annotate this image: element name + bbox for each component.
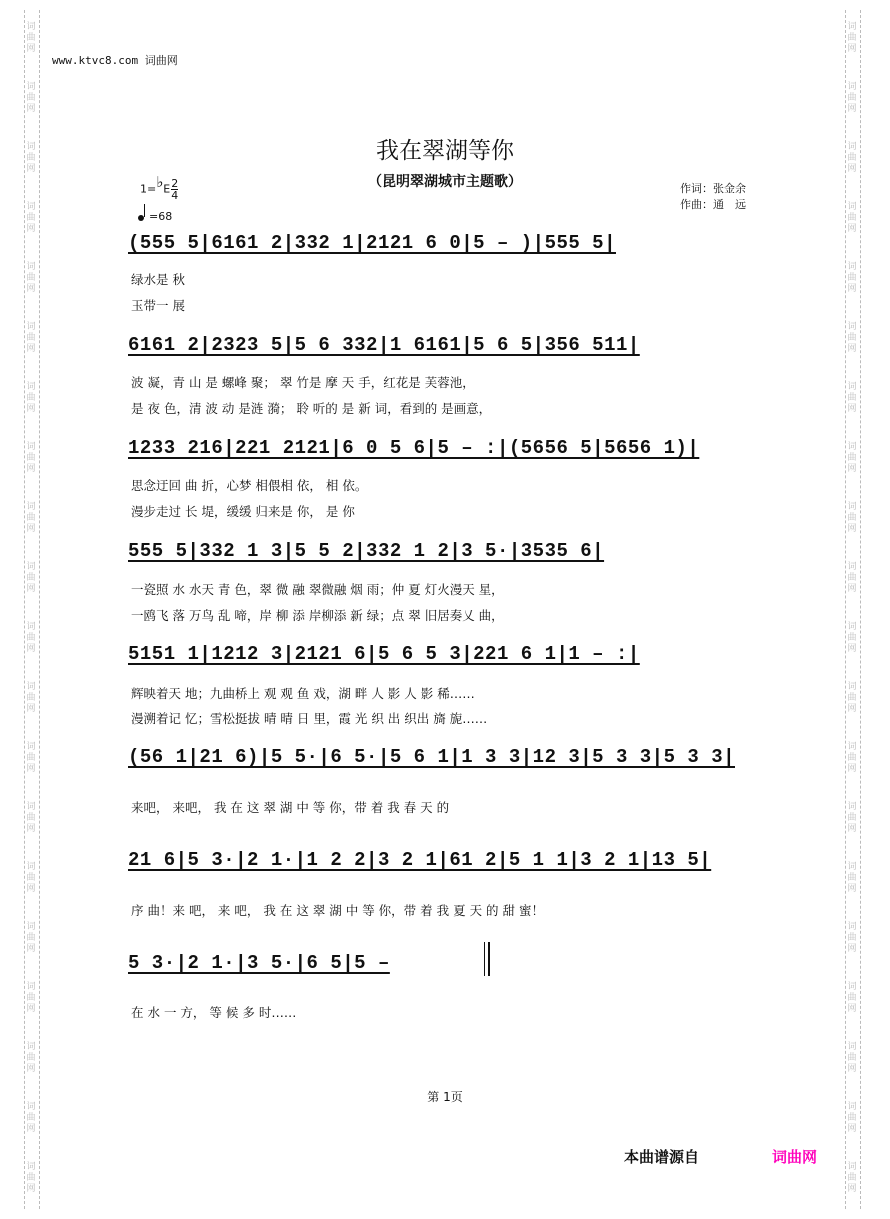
tempo-value: =68 <box>149 210 173 223</box>
watermark-text: 词 曲 网 <box>26 442 36 474</box>
watermark-text: 词 曲 网 <box>847 502 857 534</box>
watermark-text: 词 曲 网 <box>847 862 857 894</box>
watermark-text: 词 曲 网 <box>847 1102 857 1134</box>
watermark-text: 词 曲 网 <box>26 22 36 54</box>
watermark-text: 词 曲 网 <box>26 1042 36 1074</box>
time-signature <box>171 178 178 201</box>
site-url[interactable]: www.ktvc8.com 词曲网 <box>52 54 178 67</box>
watermark-text: 词 曲 网 <box>26 802 36 834</box>
page-number: 第 1页 <box>427 1090 463 1104</box>
watermark-text: 词 曲 网 <box>847 202 857 234</box>
key-prefix: 1= <box>140 182 157 196</box>
lyric-line-4a: 一瓷照 水 水天 青 色，翠 微 融 翠微融 烟 雨；仲 夏 灯火漫天 星， <box>131 582 504 597</box>
lyricist-credit: 作词：张金余 <box>680 182 746 195</box>
watermark-text: 词 曲 网 <box>26 622 36 654</box>
watermark-text: 词 曲 网 <box>847 1162 857 1194</box>
score-line-3: 1233 216|221 2121|6 0 5 6|5 – :|(5656 5|5656 1)| <box>128 437 700 459</box>
watermark-text: 词 曲 网 <box>26 262 36 294</box>
watermark-text: 词 曲 网 <box>26 862 36 894</box>
source-label: 本曲谱源自 <box>624 1148 700 1166</box>
lyric-line-1b: 玉带一 展 <box>131 298 185 313</box>
song-subtitle: （昆明翠湖城市主题歌） <box>368 174 522 190</box>
watermark-text: 词 曲 网 <box>847 982 857 1014</box>
watermark-text: 词 曲 网 <box>26 202 36 234</box>
flat-sign: ♭ <box>156 172 164 191</box>
watermark-text: 词 曲 网 <box>26 502 36 534</box>
watermark-text: 词 曲 网 <box>26 142 36 174</box>
watermark-text: 词 曲 网 <box>847 562 857 594</box>
watermark-text: 词 曲 网 <box>847 682 857 714</box>
watermark-text: 词 曲 网 <box>26 922 36 954</box>
lyric-line-1a: 绿水是 秋 <box>131 272 185 287</box>
watermark-text: 词 曲 网 <box>847 922 857 954</box>
lyric-line-5b: 漫溯着记 忆；雪松挺拔 晴 晴 日 里，霞 光 织 出 织出 旖 旎…… <box>131 711 488 726</box>
lyric-line-3a: 思念迂回 曲 折，心梦 相偎相 依， 相 依。 <box>131 478 368 493</box>
brand-link[interactable]: 词曲网 <box>772 1148 818 1166</box>
lyric-line-5a: 辉映着天 地；九曲桥上 观 观 鱼 戏，湖 畔 人 影 人 影 稀…… <box>131 686 475 701</box>
composer-credit: 作曲：通 远 <box>680 198 746 211</box>
score-line-8: 5 3·|2 1·|3 5·|6 5|5 – <box>128 952 390 974</box>
watermark-text: 词 曲 网 <box>847 82 857 114</box>
score-line-1: (555 5|6161 2|332 1|2121 6 0|5 – )|555 5| <box>128 232 616 254</box>
score-line-2: 6161 2|2323 5|5 6 332|1 6161|5 6 5|356 511| <box>128 334 640 356</box>
watermark-text: 词 曲 网 <box>26 82 36 114</box>
note-stem <box>144 204 145 217</box>
watermark-text: 词 曲 网 <box>847 382 857 414</box>
key-note: E <box>163 182 171 196</box>
watermark-text: 词 曲 网 <box>847 322 857 354</box>
time-bottom: 4 <box>171 189 179 202</box>
watermark-text: 词 曲 网 <box>847 1042 857 1074</box>
score-line-6: (56 1|21 6)|5 5·|6 5·|5 6 1|1 3 3|12 3|5 3 3|5 3 3| <box>128 746 735 768</box>
lyric-line-4b: 一鸥飞 落 万鸟 乱 啼，岸 柳 添 岸柳添 新 绿；点 翠 旧居奏乂 曲， <box>131 608 504 623</box>
key-signature <box>140 172 179 202</box>
watermark-text: 词 曲 网 <box>26 322 36 354</box>
watermark-text: 词 曲 网 <box>26 982 36 1014</box>
watermark-text: 词 曲 网 <box>847 742 857 774</box>
watermark-text: 词 曲 网 <box>847 22 857 54</box>
score-line-5: 5151 1|1212 3|2121 6|5 6 5 3|221 6 1|1 – :| <box>128 643 640 665</box>
lyric-line-3b: 漫步走过 长 堤，缓缓 归来是 你， 是 你 <box>131 504 355 519</box>
watermark-text: 词 曲 网 <box>847 802 857 834</box>
lyric-line-2b: 是 夜 色，清 波 动 是涟 漪； 聆 听的 是 新 词，看到的 是画意， <box>131 401 492 416</box>
lyric-line-7: 序 曲！来 吧， 来 吧， 我 在 这 翠 湖 中 等 你，带 着 我 夏 天 的 甜 蜜！ <box>131 903 544 918</box>
lyric-line-6: 来吧， 来吧， 我 在 这 翠 湖 中 等 你，带 着 我 春 天 的 <box>131 800 450 815</box>
watermark-text: 词 曲 网 <box>26 562 36 594</box>
song-title: 我在翠湖等你 <box>376 138 514 164</box>
watermark-text: 词 曲 网 <box>847 262 857 294</box>
watermark-text: 词 曲 网 <box>26 1162 36 1194</box>
watermark-text: 词 曲 网 <box>26 382 36 414</box>
tempo-marking <box>138 207 172 223</box>
lyric-line-8: 在 水 一 方， 等 候 多 时…… <box>131 1005 297 1020</box>
final-barline <box>484 942 490 976</box>
score-line-7: 21 6|5 3·|2 1·|1 2 2|3 2 1|61 2|5 1 1|3 2 1|13 5| <box>128 849 712 871</box>
watermark-text: 词 曲 网 <box>847 442 857 474</box>
watermark-text: 词 曲 网 <box>847 142 857 174</box>
watermark-text: 词 曲 网 <box>26 742 36 774</box>
time-top: 2 <box>171 177 179 190</box>
watermark-text: 词 曲 网 <box>26 682 36 714</box>
watermark-text: 词 曲 网 <box>847 622 857 654</box>
lyric-line-2a: 波 凝，青 山 是 螺峰 聚； 翠 竹是 摩 天 手，红花是 芙蓉池， <box>131 375 475 390</box>
watermark-text: 词 曲 网 <box>26 1102 36 1134</box>
score-line-4: 555 5|332 1 3|5 5 2|332 1 2|3 5·|3535 6| <box>128 540 605 562</box>
